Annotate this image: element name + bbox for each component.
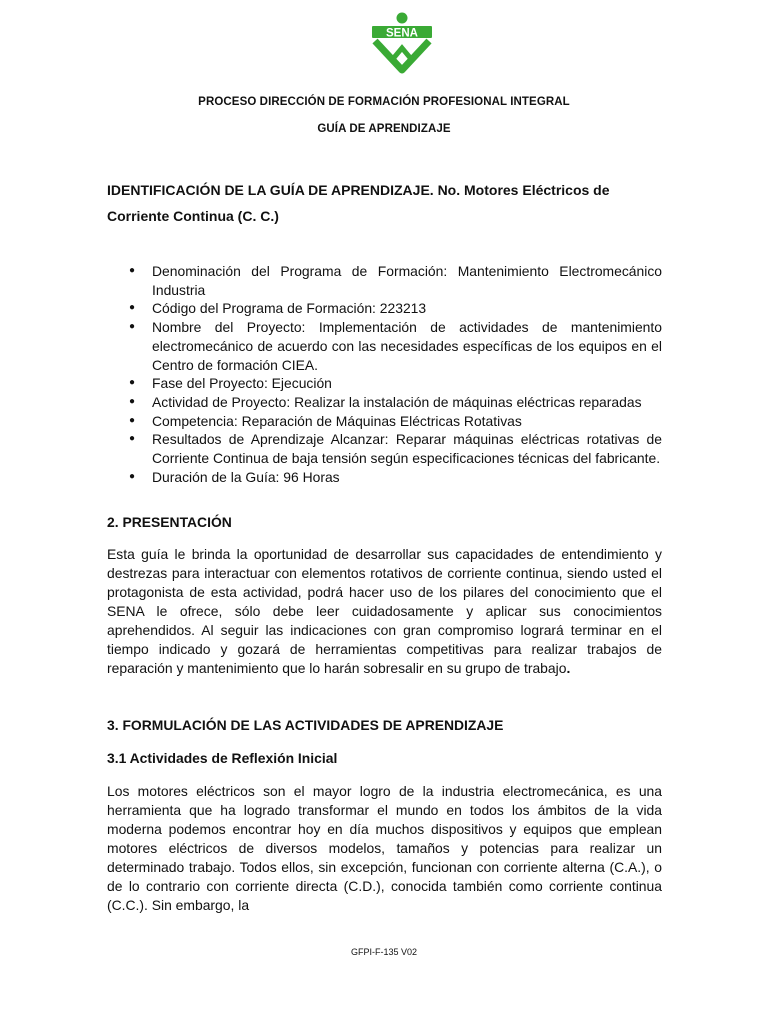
sena-logo-text: SENA	[386, 27, 418, 40]
list-item: ● Código del Programa de Formación: 223213	[107, 299, 662, 318]
guide-title: GUÍA DE APRENDIZAJE	[317, 123, 451, 135]
list-item: ● Nombre del Proyecto: Implementación de actividades de mantenimiento electromecánico de acuerdo con las necesidades específicas de los equipos en el Centro de formación CIEA.	[107, 318, 662, 374]
list-item: ● Duración de la Guía: 96 Horas	[107, 468, 662, 487]
list-item: ● Fase del Proyecto: Ejecución	[107, 374, 662, 393]
formulation-heading: 3. FORMULACIÓN DE LAS ACTIVIDADES DE APRENDIZAJE	[107, 717, 504, 733]
identification-heading	[107, 177, 667, 229]
presentation-body	[107, 545, 662, 678]
list-item: ● Competencia: Reparación de Máquinas Eléctricas Rotativas	[107, 412, 662, 431]
identification-line-1: IDENTIFICACIÓN DE LA GUÍA DE APRENDIZAJE. No. Motores Eléctricos de	[107, 182, 610, 198]
sena-logo	[369, 12, 435, 78]
identification-line-2: Corriente Continua (C. C.)	[107, 208, 279, 224]
reflection-subheading: 3.1 Actividades de Reflexión Inicial	[107, 750, 338, 766]
form-code: GFPI-F-135 V02	[350, 947, 418, 957]
list-item: ● Actividad de Proyecto: Realizar la instalación de máquinas eléctricas reparadas	[107, 393, 662, 412]
process-title: PROCESO DIRECCIÓN DE FORMACIÓN PROFESIONAL INTEGRAL	[198, 96, 570, 108]
presentation-text: Esta guía le brinda la oportunidad de desarrollar sus capacidades de entendimiento y destrezas para interactuar con elementos rotativos de corriente continua, siendo usted el protagonista de esta actividad, podrá hacer uso de los pilares del conocimiento que el SENA le ofrece, sólo debe leer cuidadosamente y aplicar sus conocimientos aprehendidos. Al seguir las indicaciones con gran compromiso logrará terminar en el tiempo indicado y gozará de herramientas competitivas para realizar trabajos de reparación y mantenimiento que lo harán sobresalir en su grupo de trabajo	[107, 546, 662, 676]
presentation-heading: 2. PRESENTACIÓN	[107, 514, 232, 530]
presentation-end-mark: .	[566, 660, 571, 676]
list-item: ● Denominación del Programa de Formación: Mantenimiento Electromecánico Industria	[107, 262, 662, 299]
reflection-body: Los motores eléctricos son el mayor logro de la industria electromecánica, es una herramienta que ha logrado transformar el mundo en todos los ámbitos de la vida moderna podemos encontrar hoy en día muchos dispositivos y equipos que emplean motores eléctricos de diversos modelos, tamaños y potencias para realizar un determinado trabajo. Todos ellos, sin excepción, funcionan con corriente alterna (C.A.), o de lo contrario con corriente directa (C.D.), conocida también como corriente continua (C.C.). Sin embargo, la	[107, 783, 662, 913]
list-item: ● Resultados de Aprendizaje Alcanzar: Reparar máquinas eléctricas rotativas de Corriente Continua de baja tensión según especificaciones técnicas del fabricante.	[107, 430, 662, 467]
guide-details-list	[107, 262, 662, 486]
